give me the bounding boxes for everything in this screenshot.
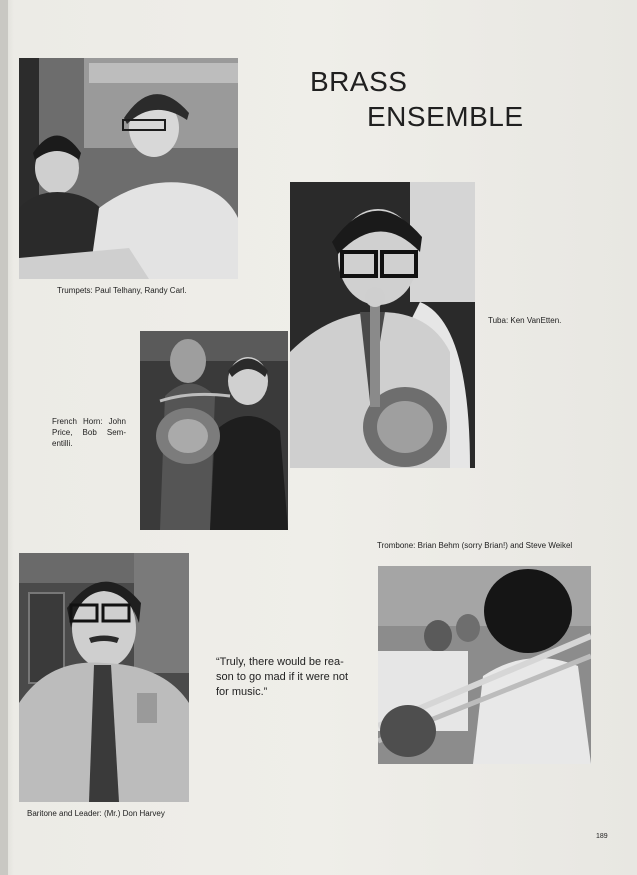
- page-title-line-2: ENSEMBLE: [367, 101, 524, 132]
- trombone-caption: Trombone: Brian Behm (sorry Brian!) and Steve Weikel: [377, 541, 573, 550]
- tuba-caption: Tuba: Ken VanEtten.: [488, 316, 562, 325]
- music-quote: “Truly, there would be rea- son to go mad if it were not for music.”: [216, 656, 349, 698]
- trumpets-caption: Trumpets: Paul Telhany, Randy Carl.: [57, 286, 187, 295]
- french-horn-photo: [140, 331, 288, 530]
- tuba-photo: [290, 182, 475, 468]
- page-title-line-1: BRASS: [310, 66, 408, 97]
- page-binding-shadow: [0, 0, 8, 875]
- page-number: 189: [596, 833, 608, 840]
- trombone-photo: [378, 566, 591, 764]
- french-horn-caption: French Horn: John Price, Bob Sem- entilli.: [52, 417, 126, 448]
- baritone-photo: [19, 553, 189, 802]
- baritone-caption: Baritone and Leader: (Mr.) Don Harvey: [27, 809, 165, 818]
- trumpets-photo: [19, 58, 238, 279]
